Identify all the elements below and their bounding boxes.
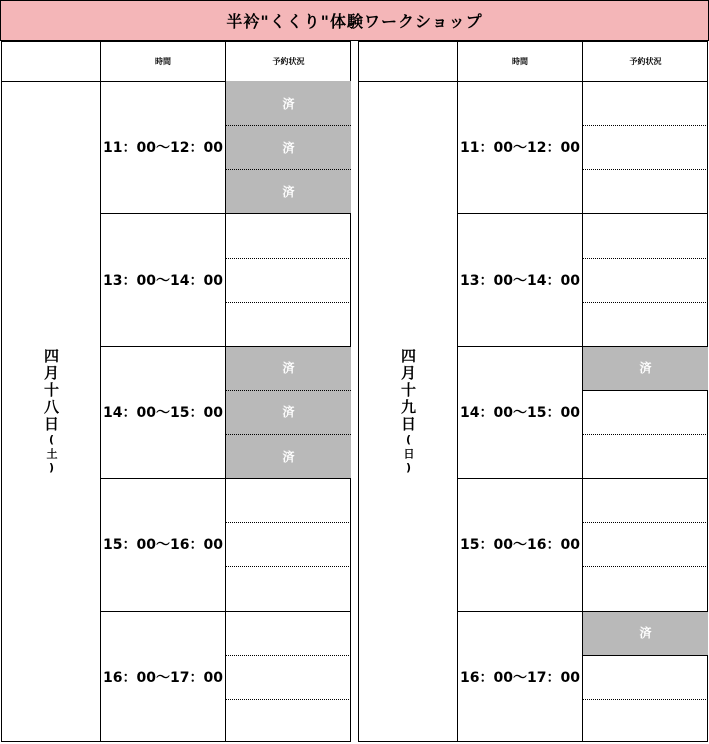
- reservation-slot-empty: [583, 478, 708, 522]
- day-panel-left: [1, 41, 351, 742]
- slot-divider: [226, 699, 351, 700]
- day-label-cell: [358, 81, 457, 742]
- reservation-slot-empty: [226, 655, 351, 699]
- time-slot-label: 13：00～14：00: [460, 272, 580, 289]
- block-divider: [101, 346, 351, 347]
- reservation-slot-empty: [226, 699, 351, 743]
- header-row: [358, 41, 708, 82]
- reservation-slot-empty: [583, 81, 708, 125]
- grid-line: [1, 41, 2, 742]
- reservation-slot-empty: [226, 478, 351, 522]
- weekday-label: (日): [402, 432, 415, 476]
- slot-divider: [226, 169, 351, 170]
- reservation-slot-booked: 済: [226, 81, 351, 125]
- slot-divider: [226, 434, 351, 435]
- reservation-slot-empty: [583, 390, 708, 434]
- reservation-slot-empty: [583, 169, 708, 213]
- grid-line: [358, 41, 359, 742]
- slot-divider: [226, 302, 351, 303]
- time-header: 時間: [512, 57, 528, 66]
- slot-divider: [583, 258, 708, 259]
- slot-divider: [226, 566, 351, 567]
- day-panel-right: [358, 41, 708, 742]
- reservation-slot-empty: [583, 213, 708, 257]
- reservation-slot-booked: 済: [583, 346, 708, 390]
- reservation-slot-booked: 済: [226, 346, 351, 390]
- reservation-slot-empty: [583, 125, 708, 169]
- status-header: 予約状況: [272, 57, 305, 66]
- reservation-slot-empty: [583, 522, 708, 566]
- time-header: 時間: [155, 57, 171, 66]
- slot-divider: [226, 522, 351, 523]
- table-bottom-border: [358, 741, 708, 742]
- reservation-slot-empty: [226, 258, 351, 302]
- slot-divider: [226, 125, 351, 126]
- reservation-slot-booked: 済: [226, 434, 351, 478]
- reservation-slot-empty: [583, 258, 708, 302]
- slot-divider: [583, 655, 708, 656]
- time-slot-label: 11：00～12：00: [460, 140, 580, 157]
- block-divider: [458, 346, 708, 347]
- slot-divider: [226, 655, 351, 656]
- reservation-slot-booked: 済: [226, 169, 351, 213]
- reservation-slot-empty: [226, 522, 351, 566]
- table-bottom-border: [1, 741, 351, 742]
- slot-divider: [583, 125, 708, 126]
- block-divider: [458, 478, 708, 479]
- block-divider: [101, 478, 351, 479]
- time-slot-label: 15：00～16：00: [460, 537, 580, 554]
- reservation-slot-booked: 済: [226, 390, 351, 434]
- slot-divider: [583, 522, 708, 523]
- block-divider: [101, 213, 351, 214]
- reservation-slot-empty: [583, 566, 708, 610]
- weekday-label: (土): [45, 432, 58, 476]
- day-label: [400, 348, 415, 476]
- day-label-cell: [1, 81, 100, 742]
- time-slot-label: 16：00～17：00: [460, 669, 580, 686]
- reservation-slot-empty: [583, 699, 708, 743]
- slot-divider: [226, 258, 351, 259]
- slot-divider: [226, 390, 351, 391]
- time-slot-label: 14：00～15：00: [103, 404, 223, 421]
- block-divider: [101, 611, 351, 612]
- block-divider: [458, 213, 708, 214]
- header-row: [1, 41, 351, 82]
- slot-divider: [583, 169, 708, 170]
- reservation-slot-empty: [583, 302, 708, 346]
- reservation-slot-empty: [226, 302, 351, 346]
- reservation-slot-booked: 済: [583, 611, 708, 655]
- block-divider: [458, 611, 708, 612]
- time-slot-label: 14：00～15：00: [460, 404, 580, 421]
- time-slot-label: 13：00～14：00: [103, 272, 223, 289]
- slot-divider: [583, 390, 708, 391]
- day-label-text: 四月十八日: [42, 347, 60, 433]
- reservation-slot-booked: 済: [226, 125, 351, 169]
- day-label: [43, 348, 58, 476]
- slot-divider: [583, 566, 708, 567]
- slot-divider: [583, 434, 708, 435]
- reservation-slot-empty: [226, 611, 351, 655]
- slot-divider: [583, 699, 708, 700]
- time-slot-label: 16：00～17：00: [103, 669, 223, 686]
- reservation-slot-empty: [583, 434, 708, 478]
- time-slot-label: 15：00～16：00: [103, 537, 223, 554]
- day-label-text: 四月十九日: [399, 347, 417, 433]
- reservation-slot-empty: [583, 655, 708, 699]
- reservation-slot-empty: [226, 213, 351, 257]
- status-header: 予約状況: [629, 57, 662, 66]
- time-slot-label: 11：00～12：00: [103, 140, 223, 157]
- page-title: 半衿"くくり"体験ワークショップ: [0, 0, 709, 41]
- slot-divider: [583, 302, 708, 303]
- reservation-slot-empty: [226, 566, 351, 610]
